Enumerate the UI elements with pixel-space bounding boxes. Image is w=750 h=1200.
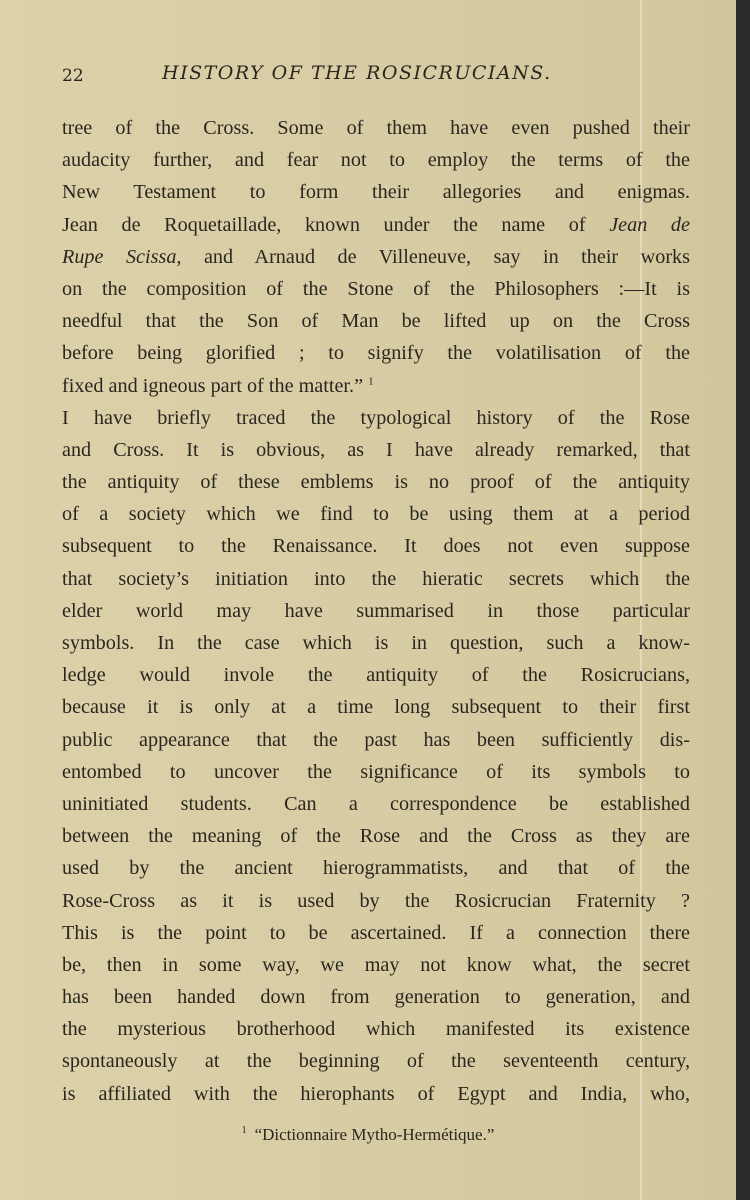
footnote-text: “Dictionnaire Mytho-Hermétique.”: [254, 1125, 495, 1144]
text-span: fixed and igneous part of the matter.”: [62, 374, 364, 397]
text-line: on the composition of the Stone of the Philosophers :—It is: [62, 277, 690, 300]
footnote-marker: 1: [241, 1125, 247, 1137]
text-line: public appearance that the past has been sufficiently dis-: [62, 728, 690, 751]
text-line: entombed to uncover the significance of its symbols to: [62, 760, 690, 783]
italic-name: Jean de: [609, 213, 690, 236]
text-line: ledge would invole the antiquity of the Rosicrucians,: [62, 664, 690, 687]
running-header: [62, 61, 702, 91]
text-line: subsequent to the Renaissance. It does not even suppose: [62, 535, 690, 558]
paragraph-start-line: I have briefly traced the typological history of the Rose: [62, 406, 690, 429]
text-line: audacity further, and fear not to employ the terms of the: [62, 149, 690, 172]
text-line: needful that the Son of Man be lifted up on the Cross: [62, 310, 690, 333]
text-line: because it is only at a time long subsequent to their first: [62, 696, 690, 719]
text-line: between the meaning of the Rose and the Cross as they are: [62, 825, 690, 848]
text-line: This is the point to be ascertained. If a connection there: [62, 921, 690, 944]
body-text: [62, 112, 690, 1110]
footnote-ref: 1: [368, 374, 374, 387]
italic-name: Rupe Scissa,: [62, 245, 182, 268]
page-number: 22: [62, 66, 84, 86]
text-line: spontaneously at the beginning of the seventeenth century,: [62, 1050, 690, 1073]
text-line: the antiquity of these emblems is no proof of the antiquity: [62, 471, 690, 494]
text-line: and Cross. It is obvious, as I have already remarked, that: [62, 438, 690, 461]
footnote: [0, 1124, 736, 1146]
text-line: is affiliated with the hierophants of Egypt and India, who,: [62, 1082, 690, 1105]
text-line: that society’s initiation into the hieratic secrets which the: [62, 567, 690, 590]
text-line: used by the ancient hierogrammatists, and that of the: [62, 857, 690, 880]
text-span: and Arnaud de Villeneuve, say in their works: [181, 245, 690, 268]
text-span: Jean de Roquetaillade, known under the name of: [62, 213, 610, 236]
text-line: [62, 209, 690, 241]
running-title: HISTORY OF THE ROSICRUCIANS.: [162, 62, 552, 84]
text-line: New Testament to form their allegories and enigmas.: [62, 181, 690, 204]
text-line: the mysterious brotherhood which manifested its existence: [62, 1018, 690, 1041]
text-line: be, then in some way, we may not know what, the secret: [62, 953, 690, 976]
text-line: tree of the Cross. Some of them have even pushed their: [62, 117, 690, 139]
text-line: uninitiated students. Can a correspondence be established: [62, 792, 690, 815]
scan-edge: [736, 0, 750, 1200]
text-line: before being glorified ; to signify the volatilisation of the: [62, 342, 690, 365]
text-line: Rose-Cross as it is used by the Rosicrucian Fraternity ?: [62, 889, 690, 912]
text-line: elder world may have summarised in those particular: [62, 599, 690, 622]
text-line: [62, 370, 690, 402]
text-line: symbols. In the case which is in question, such a know-: [62, 632, 690, 654]
text-line: [62, 241, 690, 273]
text-line: has been handed down from generation to generation, and: [62, 986, 690, 1009]
text-line: of a society which we find to be using them at a period: [62, 503, 690, 526]
